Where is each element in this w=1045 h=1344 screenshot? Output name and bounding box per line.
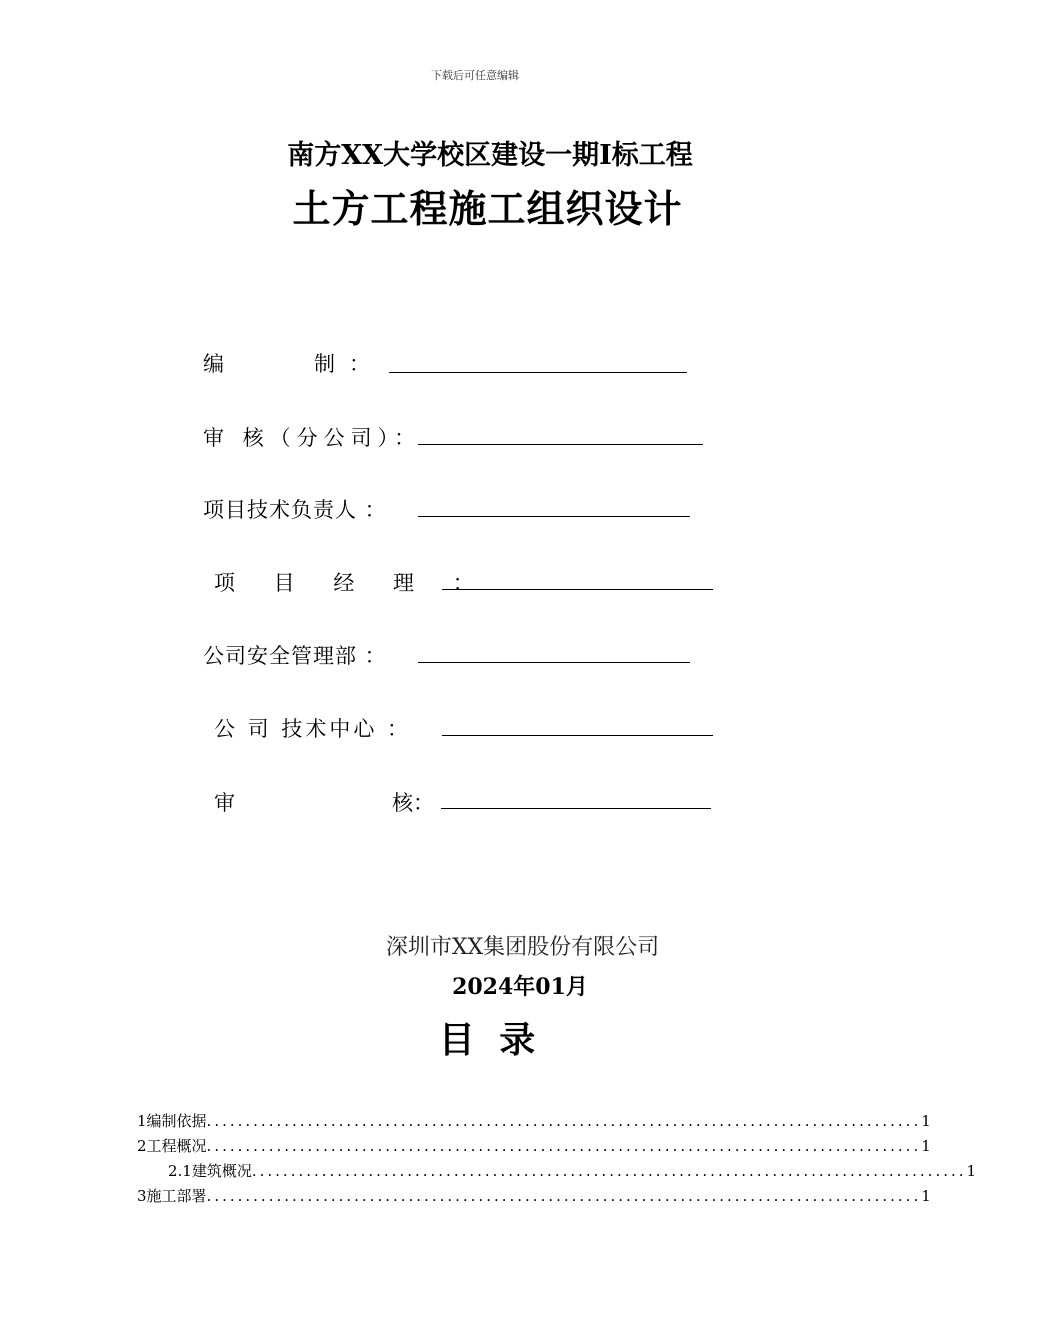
sig-label-compile — [203, 348, 370, 378]
toc-entry-page: 1 — [921, 1112, 931, 1130]
signature-line-compile[interactable] — [389, 372, 687, 373]
toc-entry-page: 1 — [921, 1187, 931, 1205]
document-title: 土方工程施工组织设计 — [292, 186, 683, 231]
sig-label-review — [214, 787, 434, 817]
toc-entry[interactable] — [168, 1160, 977, 1181]
sig-label-compile-b: 制 — [314, 352, 335, 376]
sig-label-review-b: 核： — [392, 791, 434, 815]
signature-line-project-manager[interactable] — [442, 589, 713, 590]
sig-label-tech-center: 公 司 技术中心 ： — [214, 717, 412, 741]
toc-leader-dots: ............................................................................................ — [206, 1137, 922, 1155]
signature-line-tech-lead[interactable] — [418, 516, 690, 517]
toc-title: 目 录 — [438, 1019, 542, 1061]
toc-leader-dots: ............................................................................................ — [206, 1112, 922, 1130]
toc-entry[interactable] — [137, 1185, 931, 1206]
toc-entry[interactable] — [137, 1135, 931, 1156]
toc-leader-dots: ............................................................................................ — [206, 1187, 922, 1205]
toc-entry-page: 1 — [966, 1162, 977, 1180]
toc-leader-dots: ............................................................................................ — [251, 1162, 967, 1180]
sig-label-compile-colon: ： — [349, 352, 370, 376]
signature-line-review-branch[interactable] — [418, 444, 703, 445]
sig-label-compile-a: 编 — [203, 352, 224, 376]
sig-label-safety-dept: 公司安全管理部 ： — [203, 644, 387, 668]
project-title: 南方XX大学校区建设一期Ⅰ标工程 — [287, 140, 693, 171]
signature-line-tech-center[interactable] — [442, 735, 713, 736]
sig-label-tech-lead: 项目技术负责人 ： — [203, 498, 387, 522]
signature-line-review[interactable] — [441, 808, 711, 809]
document-date: 2024年01月 — [452, 974, 588, 1000]
toc-entry-label: 2工程概况 — [137, 1137, 207, 1155]
company-name: 深圳市XX集团股份有限公司 — [385, 935, 660, 960]
toc-entry[interactable] — [137, 1110, 931, 1131]
toc-entry-page: 1 — [921, 1137, 931, 1155]
sig-label-review-branch: 审 核（分公司）： — [203, 426, 422, 450]
sig-label-review-a: 审 — [214, 791, 235, 815]
signature-line-safety-dept[interactable] — [418, 662, 690, 663]
toc-entry-label: 1编制依据 — [137, 1112, 207, 1130]
toc-entry-label: 2.1建筑概况 — [168, 1162, 252, 1180]
sig-label-project-manager: 项 目 经 理 ： — [214, 571, 490, 595]
toc-entry-label: 3施工部署 — [137, 1187, 207, 1205]
header-note: 下载后可任意编辑 — [431, 69, 519, 82]
